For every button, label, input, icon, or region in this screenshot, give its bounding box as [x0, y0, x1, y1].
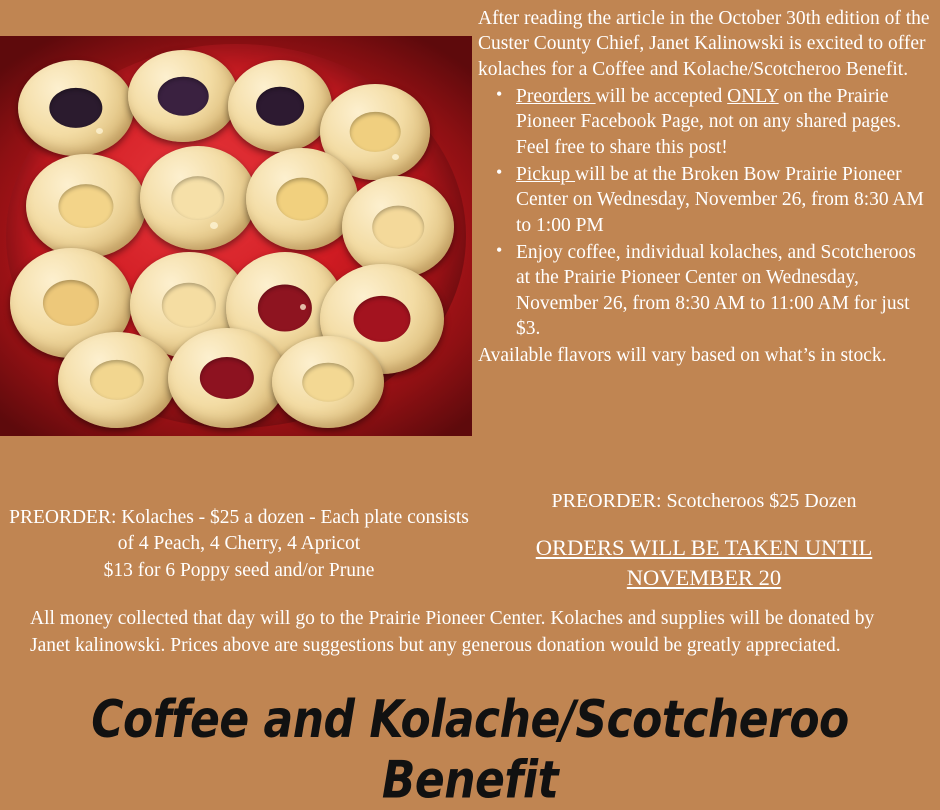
enjoy-text: Enjoy coffee, individual kolaches, and Scotcheroos at the Prairie Pioneer Center on Wednesday, November 26, from 8:30 AM to 11:00 AM for just $3.	[516, 242, 916, 340]
streusel-crumb	[96, 128, 103, 134]
preorders-label: Preorders	[516, 86, 596, 108]
intro-paragraph: After reading the article in the October 30th edition of the Custer County Chief, Janet Kalinowski is excited to offer kolaches for a Coffee and Kolache/Scotcheroo Benefit.	[478, 8, 930, 80]
orders-deadline-line2: NOVEMBER 20	[626, 565, 782, 591]
kolache-peach	[26, 154, 146, 258]
availability-note: Available flavors will vary based on what’s in stock.	[478, 345, 887, 367]
streusel-crumb	[210, 222, 218, 229]
donation-note	[30, 605, 910, 660]
kolache-photo	[0, 36, 472, 436]
photo-background	[0, 36, 472, 436]
details-list	[478, 84, 930, 341]
kolache-peach	[140, 146, 256, 250]
kolache-peach	[58, 332, 176, 428]
orders-deadline	[478, 533, 930, 594]
kolache-cherry	[168, 328, 286, 428]
kolache-preorder-line2: $13 for 6 Poppy seed and/or Prune	[103, 559, 375, 581]
donation-note-text: All money collected that day will go to the Prairie Pioneer Center. Kolaches and supplies will be donated by Janet kalinowski. Prices above are suggestions but any generous donation would be greatly appreciated.	[30, 608, 875, 657]
preorders-before: will be accepted	[595, 86, 728, 108]
list-item-preorders	[504, 84, 930, 160]
kolache-preorder-line1: PREORDER: Kolaches - $25 a dozen - Each plate consists of 4 Peach, 4 Cherry, 4 Apricot	[9, 507, 469, 555]
kolache-apricot	[272, 336, 384, 428]
streusel-crumb	[300, 304, 306, 310]
preorders-after: on the Prairie Pioneer Facebook Page, not on any shared pages. Feel free to share this post!	[516, 86, 902, 158]
kolache-apricot	[246, 148, 358, 250]
flyer-title: Coffee and Kolache/Scotcheroo Benefit	[91, 690, 849, 810]
list-item-pickup	[504, 162, 930, 238]
preorders-only: ONLY	[727, 86, 779, 108]
intro-and-bullets	[478, 6, 930, 371]
orders-deadline-line1: ORDERS WILL BE TAKEN UNTIL	[535, 535, 873, 560]
kolache-blueberry	[18, 60, 134, 156]
pickup-text: will be at the Broken Bow Prairie Pioneer Center on Wednesday, November 26, from 8:30 AM to 1:00 PM	[516, 164, 924, 236]
kolache-apricot	[342, 176, 454, 278]
kolache-blueberry	[128, 50, 238, 142]
kolache-preorder	[8, 505, 470, 584]
kolache-blueberry	[228, 60, 332, 152]
streusel-crumb	[392, 154, 399, 160]
pickup-label: Pickup	[516, 164, 576, 186]
list-item-enjoy	[504, 240, 930, 341]
scotcheroo-preorder: PREORDER: Scotcheroos $25 Dozen	[551, 490, 857, 512]
